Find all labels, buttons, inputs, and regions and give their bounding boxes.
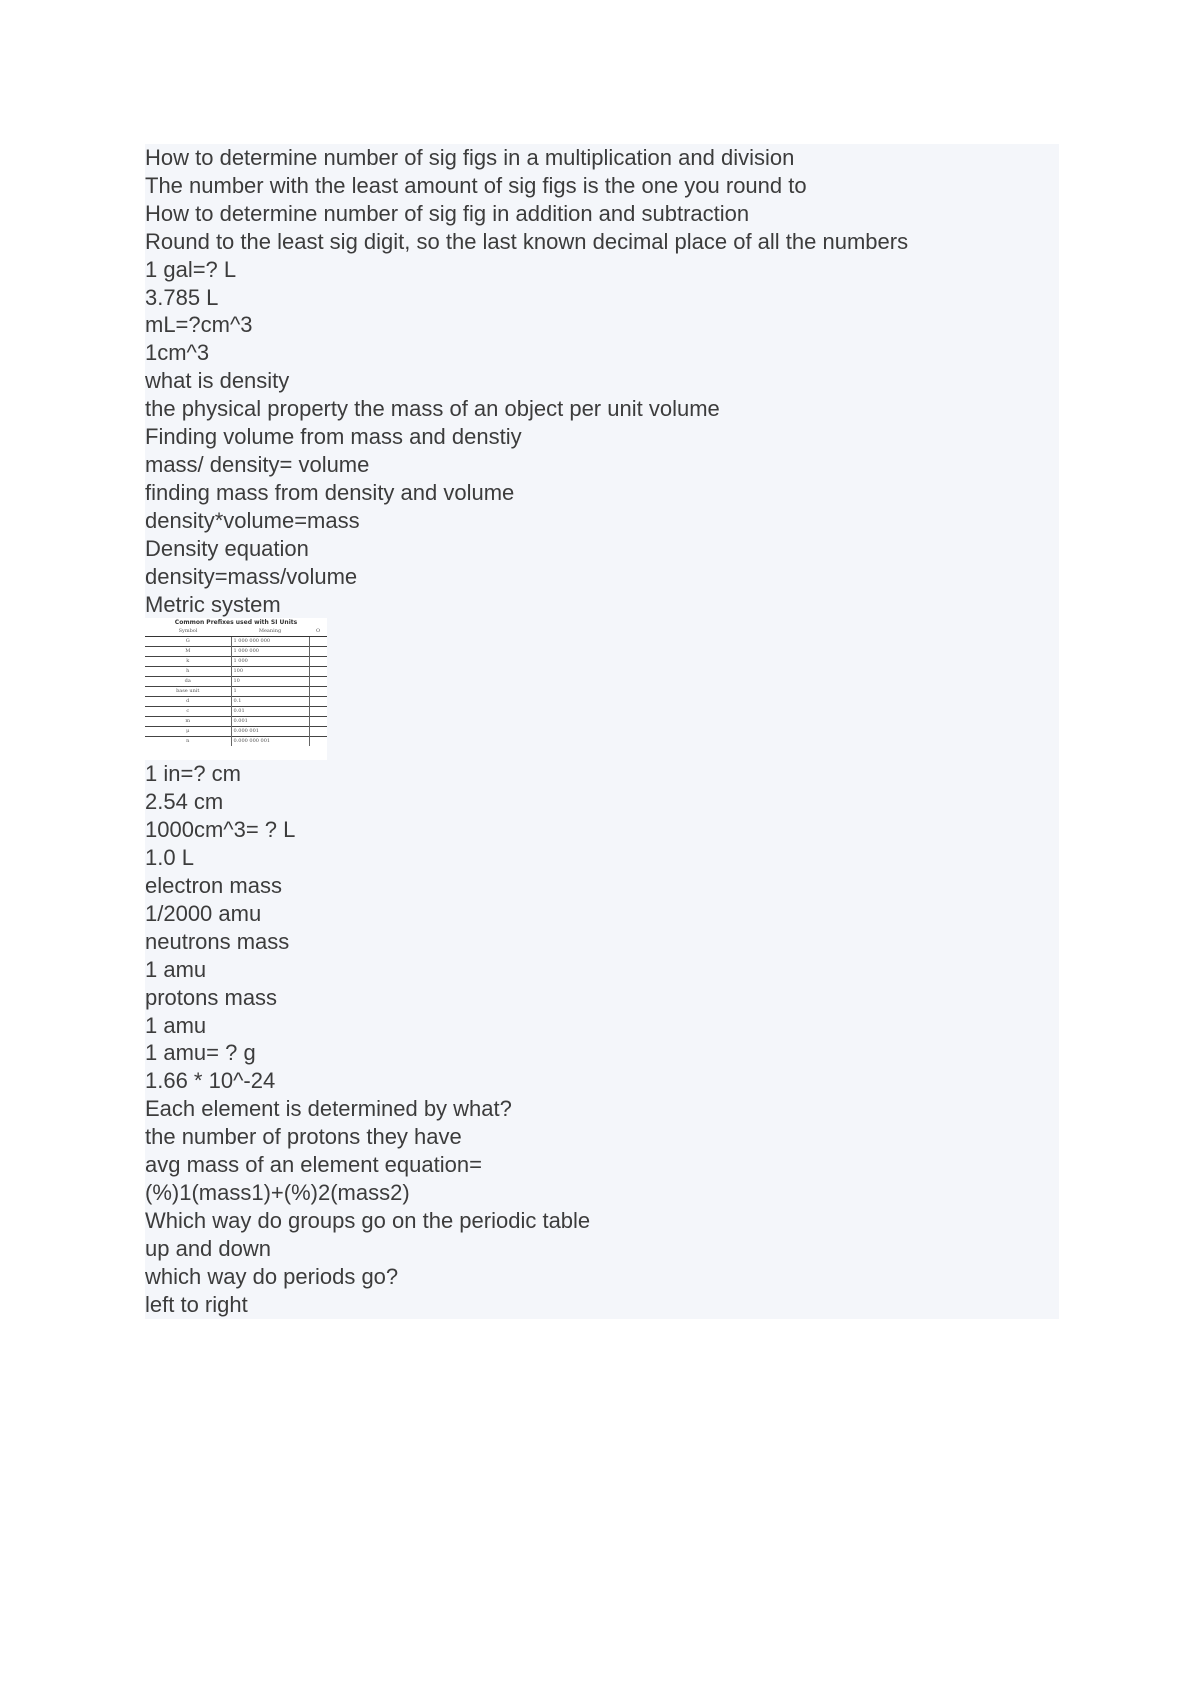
note-line: avg mass of an element equation= [145, 1152, 482, 1178]
prefix-table-cell [309, 677, 327, 687]
prefix-table-cell: m [145, 717, 231, 727]
prefix-table-cell: h [145, 667, 231, 677]
prefix-table-cell: 0.01 [231, 707, 309, 717]
notes-before-table [145, 144, 1059, 618]
note-line: 1 amu [145, 1012, 207, 1038]
prefix-table-title: Common Prefixes used with SI Units [174, 619, 298, 627]
prefix-table-row [145, 677, 327, 687]
note-line: How to determine number of sig figs in a multiplication and division [145, 145, 795, 170]
prefix-table-cell: μ [145, 727, 231, 737]
note-line: 1 gal=? L [145, 256, 237, 282]
prefix-table-cell: 100 [231, 667, 309, 677]
prefix-table-cell: 1 000 [231, 657, 309, 667]
note-line: density=mass/volume [145, 563, 358, 589]
notes-after-table [145, 760, 1059, 1318]
prefix-table-cell [309, 687, 327, 697]
note-line: up and down [145, 1235, 271, 1261]
prefix-table-row [145, 687, 327, 697]
note-line: Metric system [145, 591, 281, 617]
prefix-table-header: Meaning [231, 627, 309, 637]
prefix-table-cell [309, 707, 327, 717]
prefix-table-row [145, 717, 327, 727]
note-line: density*volume=mass [145, 507, 360, 533]
prefix-table-cell: M [145, 647, 231, 657]
prefix-table-cell [309, 737, 327, 747]
note-line: what is density [145, 368, 290, 394]
prefix-table-cell [309, 647, 327, 657]
prefix-table-row [145, 697, 327, 707]
note-line: 3.785 L [145, 284, 219, 310]
prefix-table-cell: 0.1 [231, 697, 309, 707]
note-line: mL=?cm^3 [145, 312, 253, 338]
prefix-table-cell [309, 637, 327, 647]
prefix-table-cell [309, 667, 327, 677]
prefix-table-cell: 1 000 000 000 [231, 637, 309, 647]
prefix-table-row [145, 647, 327, 657]
prefix-table-cell: 0.000 001 [231, 727, 309, 737]
note-line: 2.54 cm [145, 789, 224, 815]
note-line: the physical property the mass of an object per unit volume [145, 396, 720, 422]
prefix-table-row [145, 727, 327, 737]
note-line: finding mass from density and volume [145, 479, 515, 505]
prefix-table-header: Symbol [145, 627, 231, 637]
note-line: mass/ density= volume [145, 451, 370, 477]
prefix-table-row [145, 737, 327, 747]
document-text-block [145, 144, 1059, 1319]
note-line: How to determine number of sig fig in addition and subtraction [145, 200, 750, 226]
prefix-table-cell: 1 [231, 687, 309, 697]
metric-prefix-table-image [145, 618, 327, 760]
note-line: protons mass [145, 984, 278, 1010]
prefix-table-cell [309, 697, 327, 707]
prefix-table-cell: d [145, 697, 231, 707]
note-line: The number with the least amount of sig figs is the one you round to [145, 172, 807, 198]
prefix-table-cell: 10 [231, 677, 309, 687]
prefix-table-header: O [309, 627, 327, 637]
note-line: neutrons mass [145, 928, 290, 954]
prefix-table-row [145, 657, 327, 667]
prefix-table-body [145, 637, 327, 747]
note-line: which way do periods go? [145, 1263, 399, 1289]
note-line: (%)1(mass1)+(%)2(mass2) [145, 1180, 410, 1205]
prefix-table-cell [309, 717, 327, 727]
prefix-table-row [145, 707, 327, 717]
prefix-table-cell: G [145, 637, 231, 647]
note-line: 1 amu= ? g [145, 1040, 256, 1066]
note-line: Density equation [145, 535, 309, 561]
prefix-table-row [145, 667, 327, 677]
prefix-table-cell: 0.001 [231, 717, 309, 727]
note-line: 1000cm^3= ? L [145, 817, 296, 843]
note-line: Which way do groups go on the periodic table [145, 1207, 591, 1233]
note-line: 1 amu [145, 956, 207, 982]
prefix-table-cell [309, 727, 327, 737]
prefix-table-cell: c [145, 707, 231, 717]
note-line: 1 in=? cm [145, 761, 241, 787]
prefix-table-row [145, 637, 327, 647]
prefix-table-cell: k [145, 657, 231, 667]
note-line: left to right [145, 1291, 248, 1317]
note-line: Each element is determined by what? [145, 1096, 512, 1122]
metric-prefix-table [145, 618, 327, 746]
note-line: 1cm^3 [145, 340, 210, 366]
prefix-table-cell: 0.000 000 001 [231, 737, 309, 747]
prefix-table-cell: base unit [145, 687, 231, 697]
note-line: Round to the least sig digit, so the last known decimal place of all the numbers [145, 228, 909, 254]
prefix-table-cell: da [145, 677, 231, 687]
prefix-table-header-row [145, 627, 327, 637]
note-line: the number of protons they have [145, 1124, 462, 1150]
prefix-table-cell [309, 657, 327, 667]
note-line: 1.0 L [145, 845, 194, 871]
prefix-table-cell: n [145, 737, 231, 747]
prefix-table-cell: 1 000 000 [231, 647, 309, 657]
note-line: electron mass [145, 873, 282, 899]
note-line: 1.66 * 10^-24 [145, 1068, 276, 1094]
note-line: 1/2000 amu [145, 900, 262, 926]
note-line: Finding volume from mass and denstiy [145, 424, 522, 450]
